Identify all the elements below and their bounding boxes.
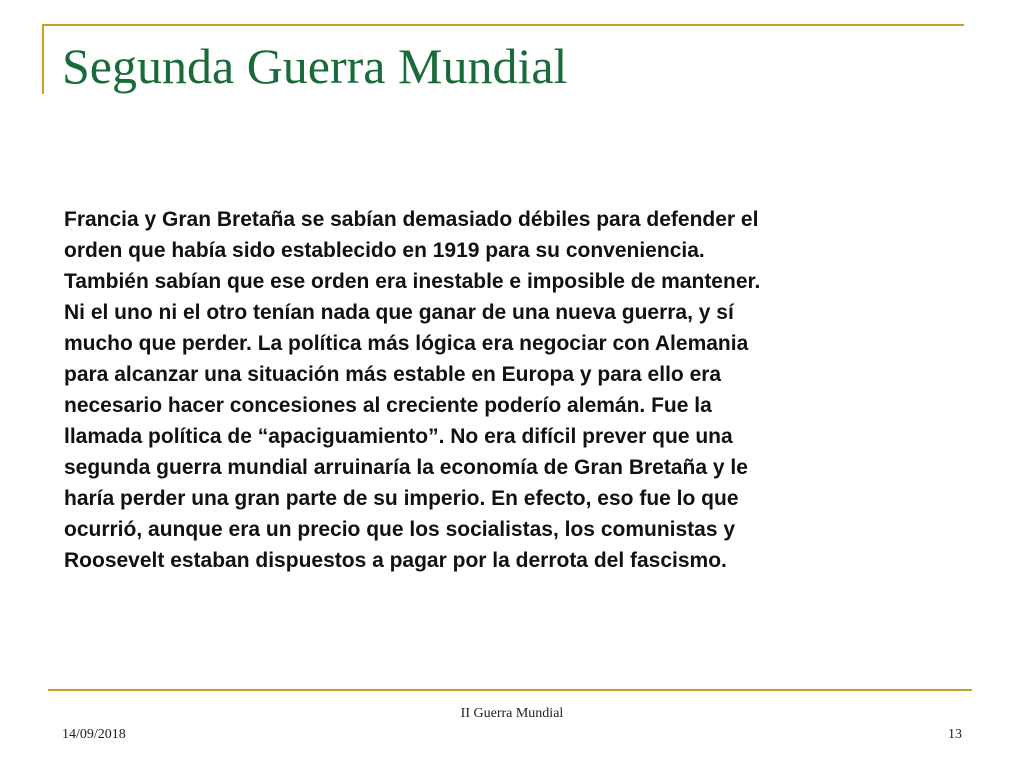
body-line: haría perder una gran parte de su imperio. En efecto, eso fue lo que: [64, 487, 739, 510]
footer-rule: [48, 689, 972, 691]
slide-body: [64, 204, 944, 576]
body-line: mucho que perder. La política más lógica era negociar con Alemania: [64, 332, 749, 355]
body-line: para alcanzar una situación más estable en Europa y para ello era: [64, 363, 722, 386]
body-line: segunda guerra mundial arruinaría la economía de Gran Bretaña y le: [64, 456, 748, 479]
slide-title: Segunda Guerra Mundial: [62, 38, 568, 94]
footer-title: II Guerra Mundial: [460, 706, 564, 721]
body-line: Roosevelt estaban dispuestos a pagar por la derrota del fascismo.: [64, 549, 727, 572]
body-line: orden que había sido establecido en 1919 para su conveniencia.: [64, 239, 705, 262]
body-line: llamada política de “apaciguamiento”. No era difícil prever que una: [64, 425, 733, 448]
page-number: 13: [948, 727, 962, 742]
frame-left-rule: [42, 24, 44, 94]
body-line: Francia y Gran Bretaña se sabían demasiado débiles para defender el: [64, 208, 759, 231]
body-line: necesario hacer concesiones al creciente poderío alemán. Fue la: [64, 394, 712, 417]
footer-date: 14/09/2018: [62, 727, 126, 742]
body-line: También sabían que ese orden era inestable e imposible de mantener.: [64, 270, 761, 293]
body-line: Ni el uno ni el otro tenían nada que ganar de una nueva guerra, y sí: [64, 301, 734, 324]
body-line: ocurrió, aunque era un precio que los socialistas, los comunistas y: [64, 518, 736, 541]
frame-top-rule: [42, 24, 964, 26]
